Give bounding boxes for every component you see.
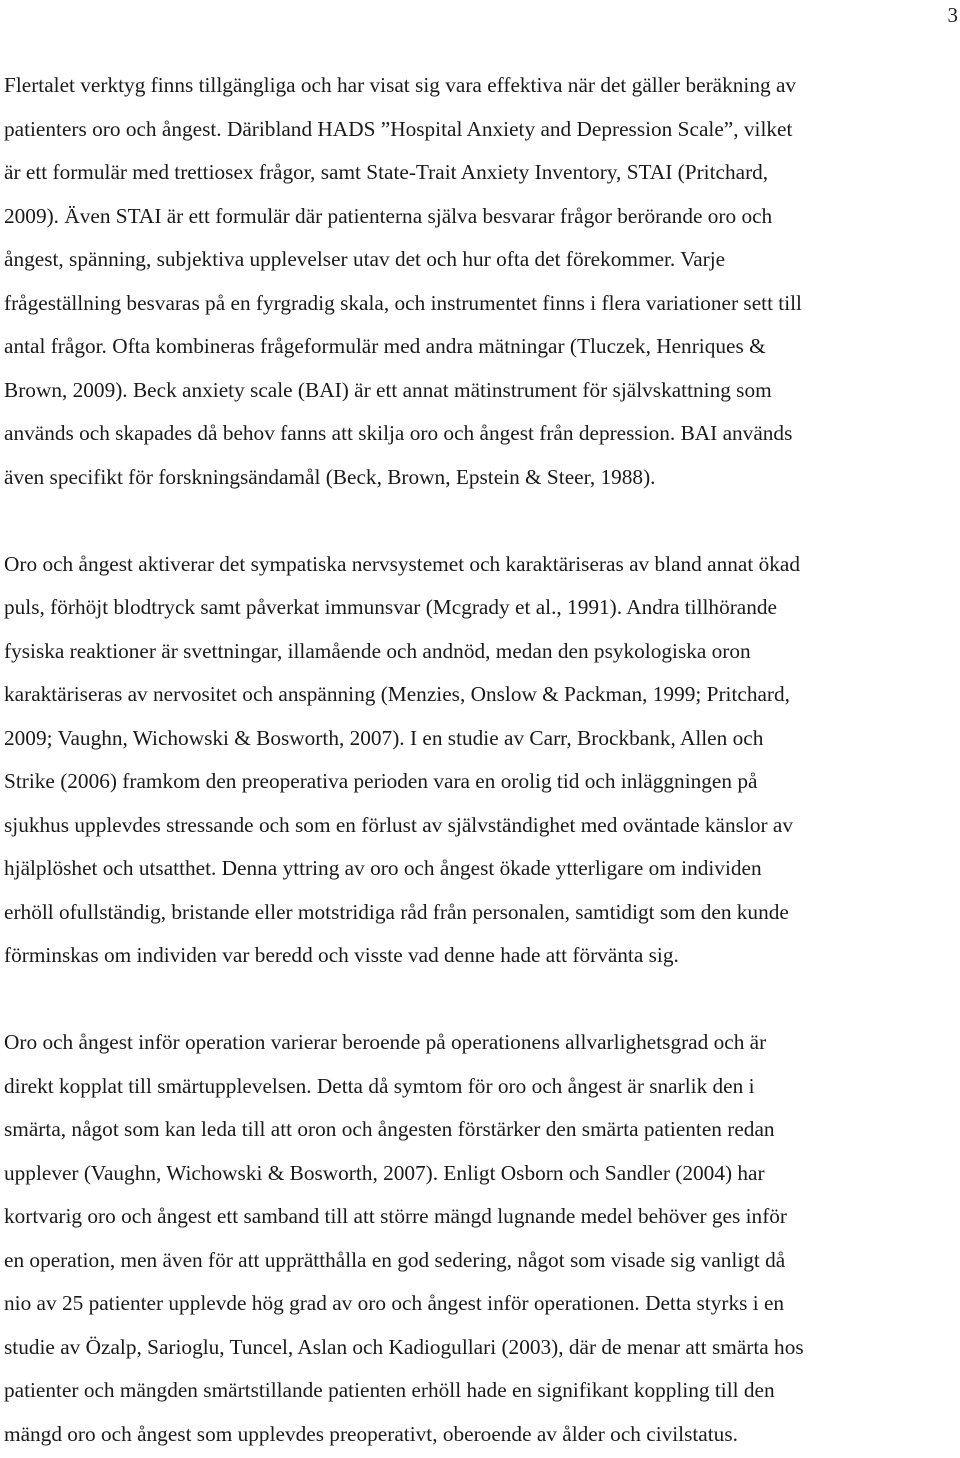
document-body xyxy=(4,64,960,1456)
text-line: fysiska reaktioner är svettningar, illamående och andnöd, medan den psykologiska oron xyxy=(4,638,751,663)
text-line: förminskas om individen var beredd och visste vad denne hade att förvänta sig. xyxy=(4,943,679,967)
text-line: Oro och ångest aktiverar det sympatiska nervsystemet och karaktäriseras av bland annat ökad xyxy=(4,551,800,576)
text-line: en operation, men även för att upprätthålla en god sedering, något som visade sig vanligt då xyxy=(4,1247,786,1272)
text-line: är ett formulär med trettiosex frågor, samt State-Trait Anxiety Inventory, STAI (Pritchard, xyxy=(4,160,769,184)
text-line: puls, förhöjt blodtryck samt påverkat immunsvar (Mcgrady et al., 1991). Andra tillhörande xyxy=(4,595,778,619)
paragraph-1 xyxy=(4,64,960,499)
text-line: Strike (2006) framkom den preoperativa perioden vara en orolig tid och inläggningen på xyxy=(4,769,758,793)
text-line: mängd oro och ångest som upplevdes preoperativt, oberoende av ålder och civilstatus. xyxy=(4,1421,738,1446)
text-line: frågeställning besvaras på en fyrgradig skala, och instrumentet finns i flera variationer sett till xyxy=(4,290,802,315)
text-line: Flertalet verktyg finns tillgängliga och har visat sig vara effektiva när det gäller beräkning av xyxy=(4,73,797,97)
page-number: 3 xyxy=(947,3,958,27)
paragraph-2 xyxy=(4,543,960,978)
text-line: patienters oro och ångest. Däribland HADS ”Hospital Anxiety and Depression Scale”, vilket xyxy=(4,116,793,141)
text-line: sjukhus upplevdes stressande och som en förlust av självständighet med oväntade känslor av xyxy=(4,812,794,837)
text-line: karaktäriseras av nervositet och anspänning (Menzies, Onslow & Packman, 1999; Pritchard, xyxy=(4,682,790,706)
text-line: upplever (Vaughn, Wichowski & Bosworth, 2007). Enligt Osborn och Sandler (2004) har xyxy=(4,1160,765,1185)
text-line: Oro och ångest inför operation varierar beroende på operationens allvarlighetsgrad och är xyxy=(4,1030,767,1054)
text-line: även specifikt för forskningsändamål (Beck, Brown, Epstein & Steer, 1988). xyxy=(4,464,656,489)
text-line: patienter och mängden smärtstillande patienten erhöll hade en signifikant koppling till den xyxy=(4,1378,775,1402)
text-line: kortvarig oro och ångest ett samband till att större mängd lugnande medel behöver ges inför xyxy=(4,1204,788,1228)
text-line: studie av Özalp, Sarioglu, Tuncel, Aslan och Kadiogullari (2003), där de menar att smärta hos xyxy=(4,1334,804,1359)
text-line: hjälplöshet och utsatthet. Denna yttring av oro och ångest ökade ytterligare om individen xyxy=(4,856,762,880)
text-line: erhöll ofullständig, bristande eller motstridiga råd från personalen, samtidigt som den kunde xyxy=(4,899,789,924)
paragraph-3 xyxy=(4,1021,960,1456)
text-line: direkt kopplat till smärtupplevelsen. Detta då symtom för oro och ångest är snarlik den i xyxy=(4,1073,755,1098)
text-line: smärta, något som kan leda till att oron och ångesten förstärker den smärta patienten redan xyxy=(4,1117,775,1141)
text-line: Brown, 2009). Beck anxiety scale (BAI) är ett annat mätinstrument för självskattning som xyxy=(4,377,772,402)
text-line: antal frågor. Ofta kombineras frågeformulär med andra mätningar (Tluczek, Henriques & xyxy=(4,334,766,358)
text-line: ångest, spänning, subjektiva upplevelser utav det och hur ofta det förekommer. Varje xyxy=(4,247,726,271)
text-line: används och skapades då behov fanns att skilja oro och ångest från depression. BAI används xyxy=(4,421,793,445)
text-line: 2009; Vaughn, Wichowski & Bosworth, 2007). I en studie av Carr, Brockbank, Allen och xyxy=(4,725,764,750)
text-line: nio av 25 patienter upplevde hög grad av oro och ångest inför operationen. Detta styrks i en xyxy=(4,1291,785,1315)
text-line: 2009). Även STAI är ett formulär där patienterna själva besvarar frågor berörande oro och xyxy=(4,203,773,228)
